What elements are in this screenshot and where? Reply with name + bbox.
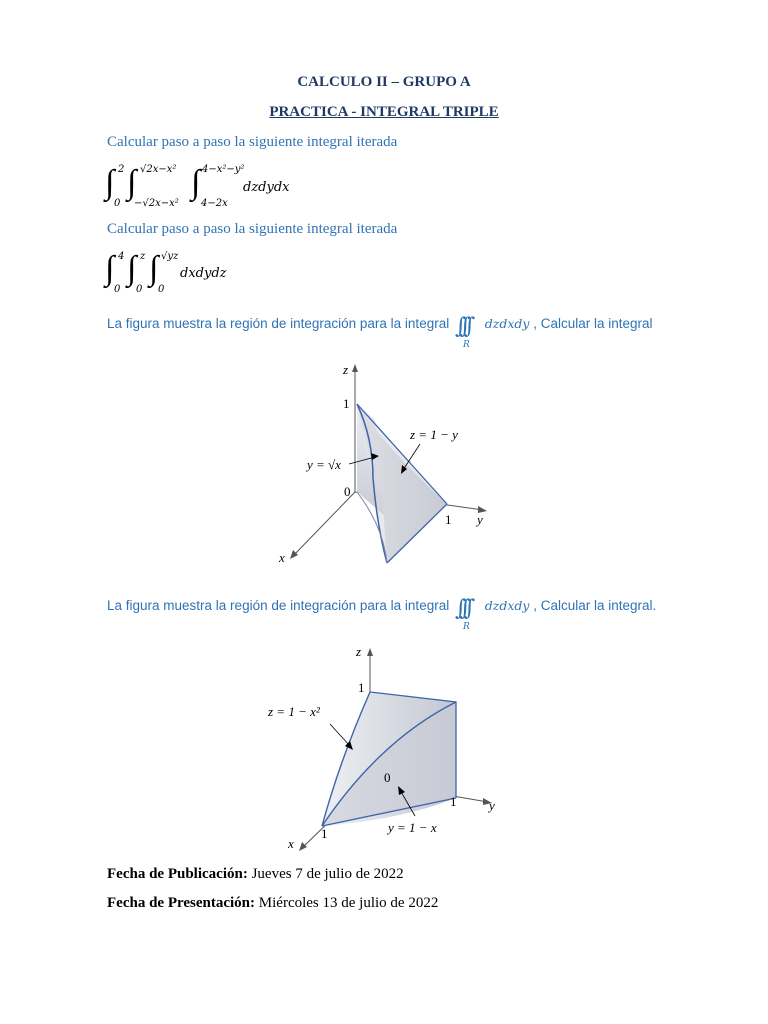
x-axis [293,492,355,556]
tick-z: 1 [358,680,365,695]
region-label: R [462,622,470,632]
integral-sign-3: ∫ [149,250,159,287]
document-subtitle: PRACTICA - INTEGRAL TRIPLE [269,104,499,120]
upper-limit-3: 4−x²−y² [202,164,245,175]
publication-label: Fecha de Publicación: [107,866,248,882]
origin-label: 0 [384,770,391,785]
integral-sign-1: ∫ [105,164,115,201]
lower-limit-2: −√2x−x² [134,198,179,209]
z-arrow-icon [367,648,373,656]
z-arrow-icon [352,364,358,372]
presentation-value: Miércoles 13 de julio de 2022 [255,895,439,911]
presentation-label: Fecha de Presentación: [107,895,256,911]
exercise3-suffix: , Calcular la integral [533,316,653,331]
tick-y: 1 [445,512,452,527]
axis-y-label: y [489,798,495,813]
lower-limit-2: 0 [136,284,143,295]
upper-limit-2: z [140,251,146,262]
axis-z-label: z [343,362,349,377]
upper-limit-1: 2 [118,164,125,175]
exercise3-differential: dzdxdy [484,316,530,331]
upper-limit-1: 4 [118,251,125,262]
tick-z: 1 [343,396,350,411]
exercise2-prompt: Calcular paso a paso la siguiente integral iterada [107,221,398,237]
exercise3-prompt-line: La figura muestra la región de integración para la integral ∫∫∫ R dzdxdy , Calcular la integral [107,314,653,350]
differential-2: dxdydz [180,266,227,281]
publication-value: Jueves 7 de julio de 2022 [247,866,404,882]
origin-label: 0 [344,484,351,499]
integral-sign-2: ∫ [127,164,137,201]
curve2-label: y = √x [307,457,341,472]
document-title: CALCULO II – GRUPO A [297,74,471,90]
exercise2-integral [105,248,305,298]
region-label: R [462,340,470,350]
differential-1: dzdydx [243,180,290,195]
pointer-1 [330,724,350,746]
exercise4-suffix: , Calcular la integral. [533,598,657,613]
lower-limit-1: 0 [114,284,121,295]
lower-limit-1: 0 [114,198,121,209]
upper-limit-3: √yz [161,251,179,262]
exercise3-prompt: La figura muestra la región de integración para la integral [107,316,450,331]
tick-x: 1 [321,826,328,841]
curve2-label: y = 1 − x [388,820,437,835]
axis-x-label: x [279,550,285,565]
x-arrow-icon [290,550,298,559]
figure-2 [260,640,510,855]
integral-sign-3: ∫ [191,164,201,201]
exercise4-prompt: La figura muestra la región de integración para la integral [107,598,450,613]
exercise1-prompt: Calcular paso a paso la siguiente integral iterada [107,134,398,150]
curve1-label: z = 1 − y [410,427,458,442]
exercise4-differential: dzdxdy [484,598,530,613]
exercise4-prompt-line: La figura muestra la región de integración para la integral ∫∫∫ R dzdxdy , Calcular la integral. [107,596,657,632]
tick-y: 1 [450,794,457,809]
exercise1-integral [105,160,425,212]
x-arrow-icon [299,842,307,851]
lower-limit-3: 4−2x [201,198,228,209]
publication-date [107,866,404,883]
integral-sign-2: ∫ [127,250,137,287]
lower-limit-3: 0 [158,284,165,295]
axis-y-label: y [477,512,483,527]
curve1-label: z = 1 − x² [268,704,320,719]
axis-z-label: z [356,644,362,659]
upper-limit-2: √2x−x² [140,164,177,175]
axis-x-label: x [288,836,294,851]
figure-1 [265,358,505,573]
presentation-date [107,895,438,912]
integral-sign-1: ∫ [105,250,115,287]
